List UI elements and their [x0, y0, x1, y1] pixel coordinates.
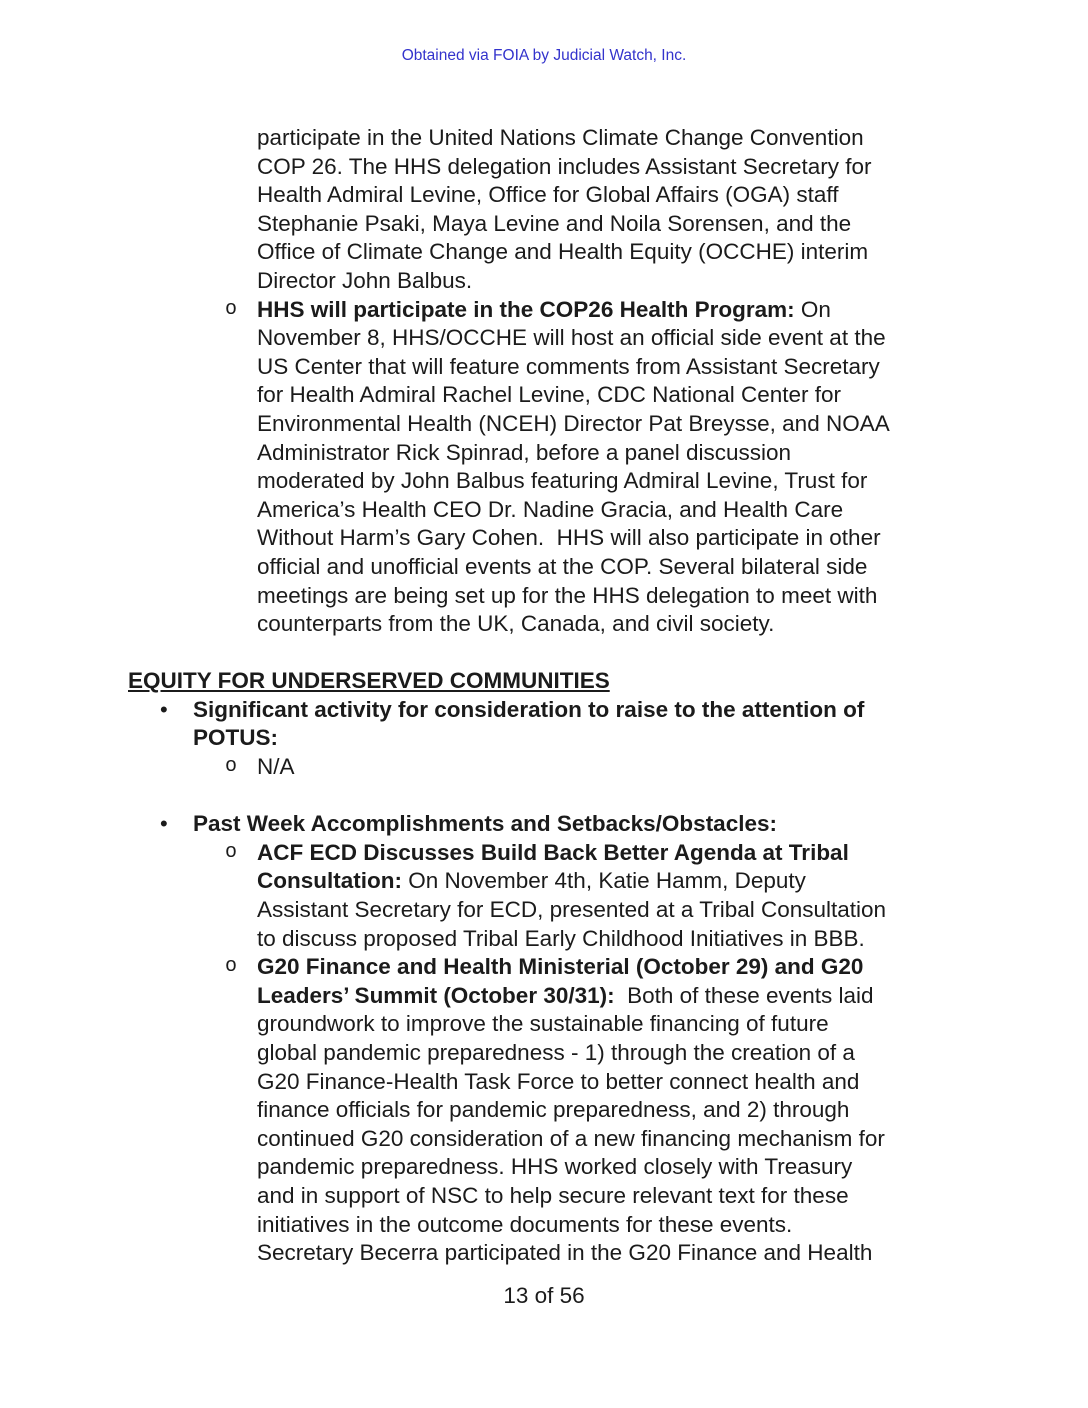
text-run: N/A: [257, 754, 295, 780]
text-run: EQUITY FOR UNDERSERVED COMMUNITIES: [128, 668, 610, 694]
document-body: [0, 124, 1088, 1268]
text-run: meetings are being set up for the HHS delegation to meet with: [257, 582, 878, 608]
text-run: Assistant Secretary for ECD, presented at a Tribal Consultation: [257, 897, 887, 923]
bullet-marker: o: [225, 840, 238, 864]
text-run: Director John Balbus.: [257, 267, 473, 293]
text-run: Past Week Accomplishments and Setbacks/Obstacles:: [193, 811, 777, 837]
text-run: America’s Health CEO Dr. Nadine Gracia, and Health Care: [257, 496, 844, 522]
text-run: moderated by John Balbus featuring Admiral Levine, Trust for: [257, 468, 868, 494]
text-run: Office of Climate Change and Health Equity (OCCHE) interim: [257, 239, 869, 265]
text-run: to discuss proposed Tribal Early Childhood Initiatives in BBB.: [257, 925, 865, 951]
text-run: HHS will participate in the COP26 Health Program:: [257, 296, 795, 322]
bullet-marker: •: [160, 696, 168, 722]
paragraph-cop26-delegation: [0, 124, 1088, 296]
foia-stamp: Obtained via FOIA by Judicial Watch, Inc.: [401, 47, 687, 64]
text-run: Without Harm’s Gary Cohen. HHS will also participate in other: [257, 525, 881, 551]
page-number: 13 of 56: [503, 1283, 585, 1308]
text-run: Consultation:: [257, 868, 402, 894]
text-run: participate in the United Nations Climate Change Convention: [257, 125, 864, 150]
text-run: Health Admiral Levine, Office for Global Affairs (OGA) staff: [257, 182, 839, 208]
text-run: G20 Finance and Health Ministerial (October 29) and G20: [257, 954, 864, 980]
text-run: Leaders’ Summit (October 30/31):: [257, 982, 615, 1008]
text-run: initiatives in the outcome documents for these events.: [257, 1211, 793, 1237]
text-run: groundwork to improve the sustainable financing of future: [257, 1011, 829, 1037]
text-run: ACF ECD Discusses Build Back Better Agenda at Tribal: [257, 839, 849, 865]
bullet-marker: o: [225, 955, 238, 979]
text-run: official and unofficial events at the COP. Several bilateral side: [257, 553, 868, 579]
text-run: US Center that will feature comments from Assistant Secretary: [257, 353, 880, 379]
bullet-na: [0, 753, 1088, 782]
text-run: for Health Admiral Rachel Levine, CDC National Center for: [257, 382, 842, 408]
text-run: Stephanie Psaki, Maya Levine and Noila Sorensen, and the: [257, 210, 852, 236]
text-run: continued G20 consideration of a new financing mechanism for: [257, 1125, 885, 1151]
text-run: Both of these events laid: [614, 982, 874, 1008]
text-run: POTUS:: [193, 725, 279, 751]
bullet-significant-activity-potus: [0, 696, 1088, 753]
text-run: G20 Finance-Health Task Force to better connect health and: [257, 1068, 860, 1094]
text-run: November 8, HHS/OCCHE will host an official side event at the: [257, 325, 886, 351]
text-run: and in support of NSC to help secure relevant text for these: [257, 1182, 849, 1208]
text-run: pandemic preparedness. HHS worked closely with Treasury: [257, 1154, 853, 1180]
text-run: counterparts from the UK, Canada, and civil society.: [257, 611, 775, 637]
bullet-acf-ecd-tribal-consultation: [0, 839, 1088, 953]
text-run: finance officials for pandemic preparedness, and 2) through: [257, 1097, 850, 1123]
bullet-marker: •: [160, 811, 168, 837]
text-run: Secretary Becerra participated in the G20 Finance and Health: [257, 1240, 873, 1266]
bullet-marker: o: [225, 755, 238, 779]
bullet-past-week-accomplishments: [0, 810, 1088, 839]
text-run: global pandemic preparedness - 1) through the creation of a: [257, 1040, 855, 1065]
text-run: COP 26. The HHS delegation includes Assistant Secretary for: [257, 153, 872, 179]
text-run: Administrator Rick Spinrad, before a panel discussion: [257, 439, 792, 465]
section-heading-equity-for-underserved-communities: [0, 667, 1088, 696]
bullet-marker: o: [225, 297, 238, 321]
text-run: On: [794, 296, 831, 322]
bullet-g20-finance-health: [0, 953, 1088, 1268]
text-run: On November 4th, Katie Hamm, Deputy: [401, 868, 806, 894]
text-run: Environmental Health (NCEH) Director Pat Breysse, and NOAA: [257, 410, 890, 436]
bullet-cop26-health-program: [0, 296, 1088, 639]
text-run: Significant activity for consideration to raise to the attention of: [193, 696, 865, 722]
